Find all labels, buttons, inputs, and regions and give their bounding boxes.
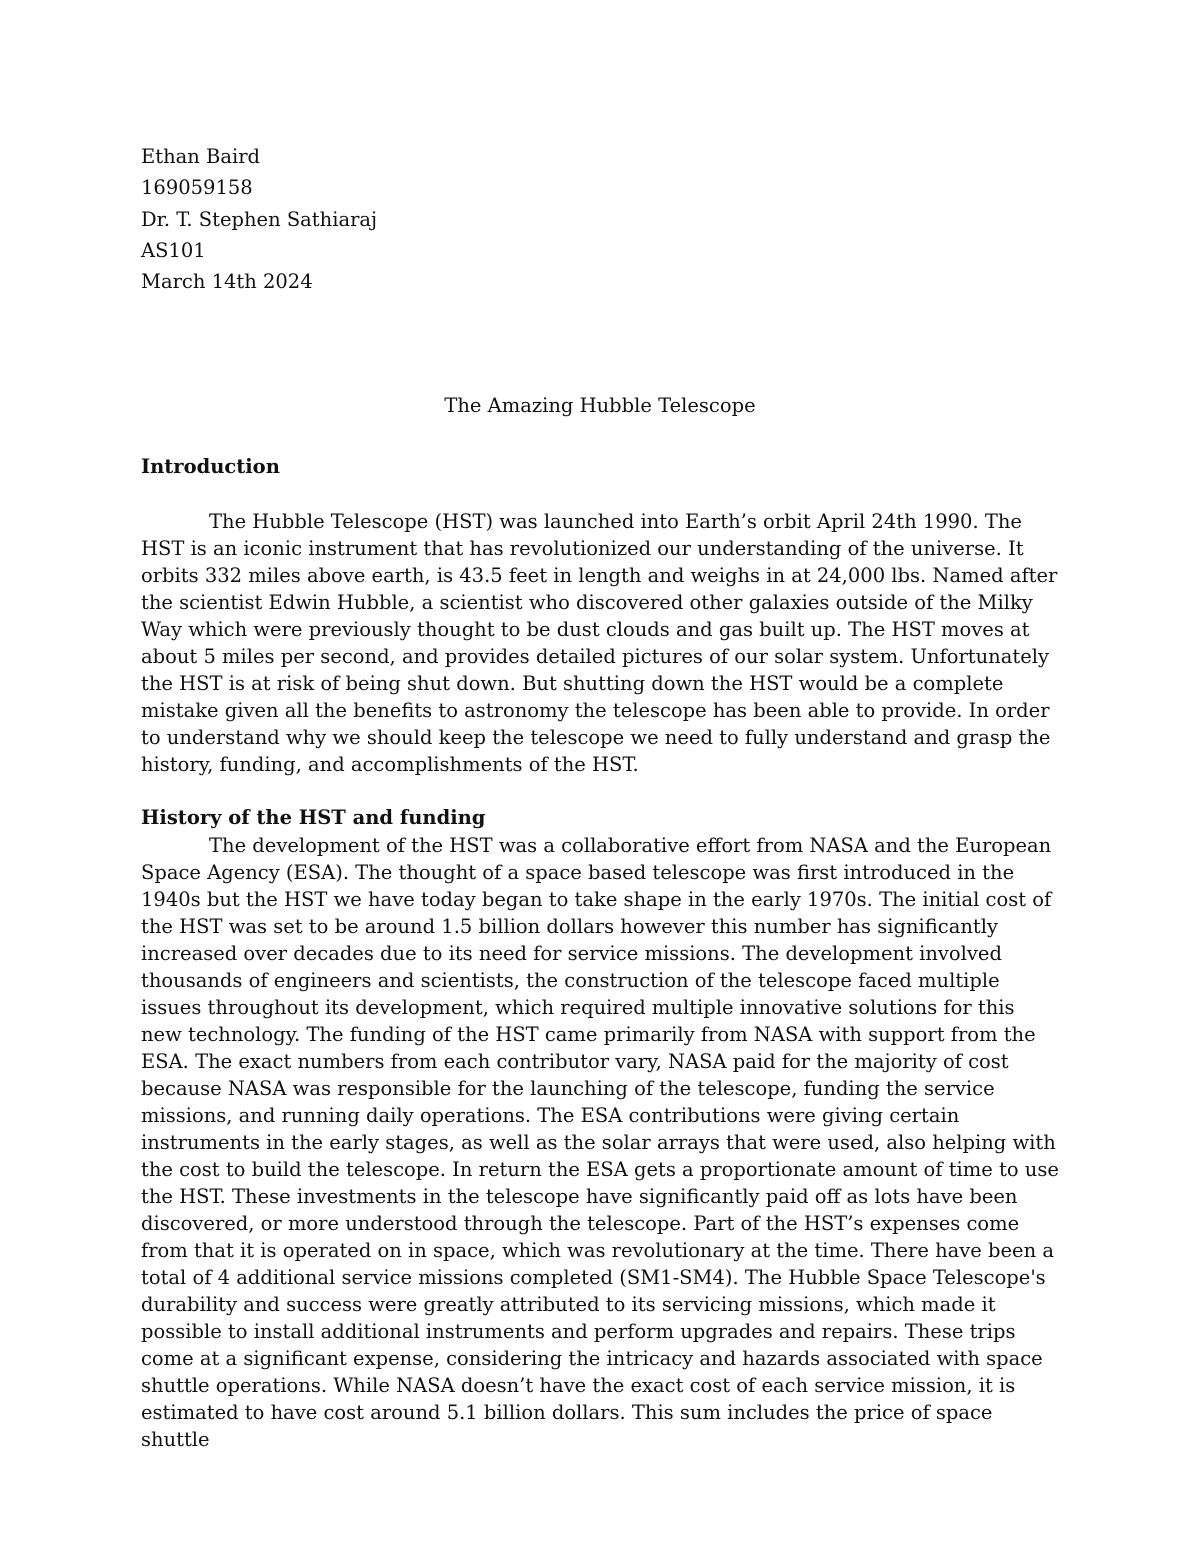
instructor-name: Dr. T. Stephen Sathiaraj <box>141 207 378 231</box>
history-paragraph: The development of the HST was a collaborative effort from NASA and the European Space Agency (ESA). The thought of a space based telescope was first introduced in the 1940s but the HST we have today began to take shape in the early 1970s. The initial cost of the HST was set to be around 1.5 billion dollars however this number has significantly increased over decades due to its need for service missions. The development involved thousands of engineers and scientists, the construction of the telescope faced multiple issues throughout its development, which required multiple innovative solutions for this new technology. The funding of the HST came primarily from NASA with support from the ESA. The exact numbers from each contributor vary, NASA paid for the majority of cost because NASA was responsible for the launching of the telescope, funding the service missions, and running daily operations. The ESA contributions were giving certain instruments in the early stages, as well as the solar arrays that were used, also helping with the cost to build the telescope. In return the ESA gets a proportionate amount of time to use the HST. These investments in the telescope have significantly paid off as lots have been discovered, or more understood through the telescope. Part of the HST’s expenses come from that it is operated on in space, which was revolutionary at the time. There have been a total of 4 additional service missions completed (SM1-SM4). The Hubble Space Telescope's durability and success were greatly attributed to its servicing missions, which made it possible to install additional instruments and perform upgrades and repairs. These trips come at a significant expense, considering the intricacy and hazards associated with space shuttle operations. While NASA doesn’t have the exact cost of each service mission, it is estimated to have cost around 5.1 billion dollars. This sum includes the price of space shuttle <box>141 834 1059 1451</box>
section-heading-introduction: Introduction <box>141 455 280 478</box>
author-name: Ethan Baird <box>141 145 261 168</box>
student-id: 169059158 <box>141 176 253 200</box>
document-title: The Amazing Hubble Telescope <box>444 394 756 417</box>
header-block <box>141 141 1041 297</box>
course-code: AS101 <box>141 238 206 262</box>
section-heading-history: History of the HST and funding <box>141 806 486 829</box>
introduction-paragraph: The Hubble Telescope (HST) was launched into Earth’s orbit April 24th 1990. The HST is an iconic instrument that has revolutionized our understanding of the universe. It orbits 332 miles above earth, is 43.5 feet in length and weighs in at 24,000 lbs. Named after the scientist Edwin Hubble, a scientist who discovered other galaxies outside of the Milky Way which were previously thought to be dust clouds and gas built up. The HST moves at about 5 miles per second, and provides detailed pictures of our solar system. Unfortunately the HST is at risk of being shut down. But shutting down the HST would be a complete mistake given all the benefits to astronomy the telescope has been able to provide. In order to understand why we should keep the telescope we need to fully understand and grasp the history, funding, and accomplishments of the HST. <box>141 510 1058 776</box>
submission-date: March 14th 2024 <box>141 270 313 294</box>
